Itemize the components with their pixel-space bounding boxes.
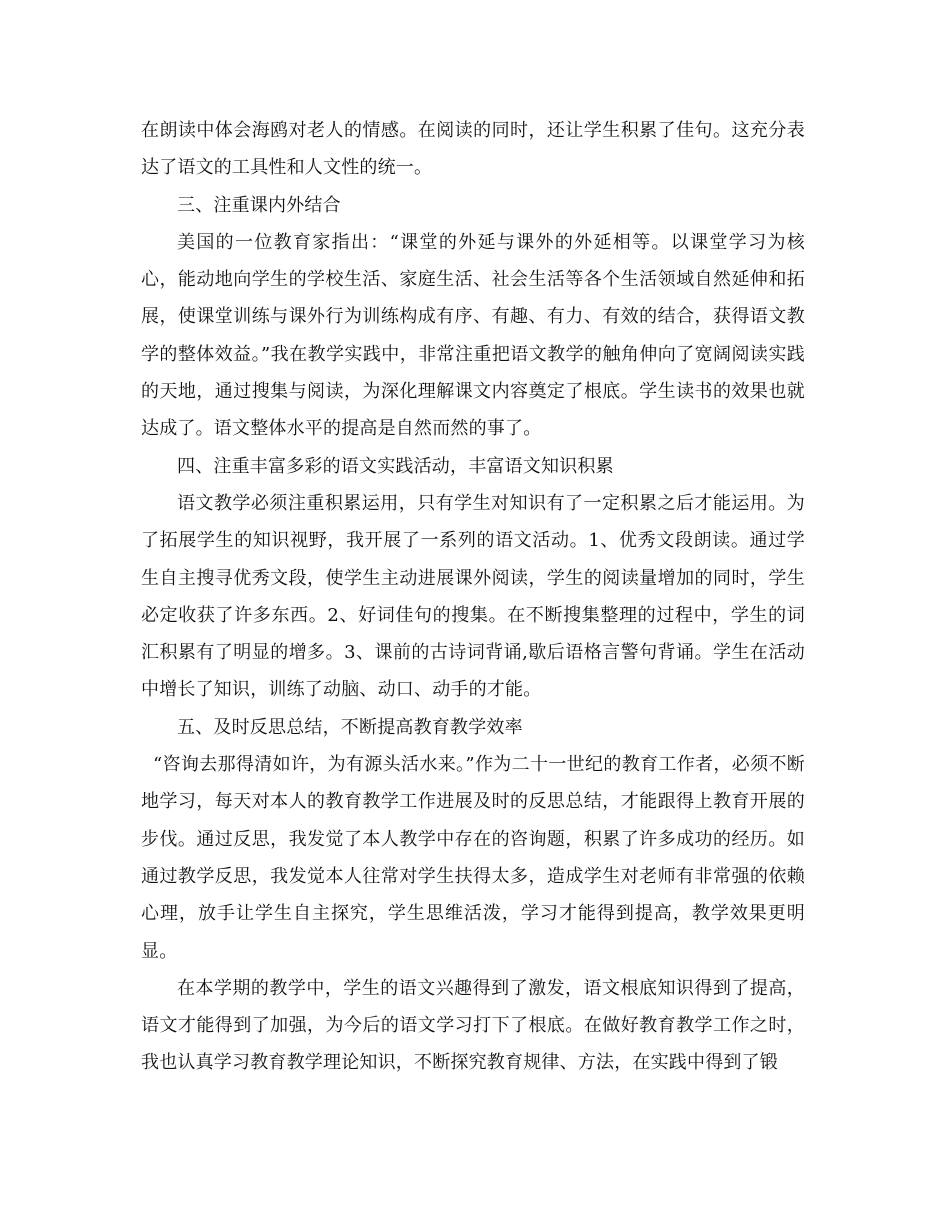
section-heading-5: 五、及时反思总结，不断提高教育教学效率 bbox=[177, 716, 523, 738]
section-heading-4: 四、注重丰富多彩的语文实践活动，丰富语文知识积累 bbox=[177, 455, 614, 477]
document-body bbox=[141, 112, 805, 1082]
section-heading-3: 三、注重课内外结合 bbox=[177, 194, 341, 216]
paragraph-reflection: “咨询去那得清如许，为有源头活水来。”作为二十一世纪的教育工作者，必须不断地学习，每天对本人的教育教学工作进展及时的反思总结，才能跟得上教育开展的步伐。通过反思，我发觉了本人教学中存在的咨询题，积累了许多成功的经历。如通过教学反思，我发觉本人往常对学生扶得太多，造成学生对老师有非常强的依赖心理，放手让学生自主探究，学生思维活泼，学习才能得到提高，教学效果更明显。 bbox=[141, 754, 805, 962]
paragraph-course-integration: 美国的一位教育家指出：“课堂的外延与课外的外延相等。以课堂学习为核心，能动地向学生的学校生活、家庭生活、社会生活等各个生活领域自然延伸和拓展，使课堂训练与课外行为训练构成有序、有趣、有力、有效的结合，获得语文教学的整体效益。”我在教学实践中，非常注重把语文教学的触角伸向了宽阔阅读实践的天地，通过搜集与阅读，为深化理解课文内容奠定了根底。学生读书的效果也就达成了。语文整体水平的提高是自然而然的事了。 bbox=[141, 231, 805, 440]
paragraph-practice-activities: 语文教学必须注重积累运用，只有学生对知识有了一定积累之后才能运用。为了拓展学生的知识视野，我开展了一系列的语文活动。1、优秀文段朗读。通过学生自主搜寻优秀文段，使学生主动进展课外阅读，学生的阅读量增加的同时，学生必定收获了许多东西。2、好词佳句的搜集。在不断搜集整理的过程中，学生的词汇积累有了明显的增多。3、课前的古诗词背诵,歇后语格言警句背诵。学生在活动中增长了知识，训练了动脑、动口、动手的才能。 bbox=[141, 492, 805, 701]
paragraph-semester-summary: 在本学期的教学中，学生的语文兴趣得到了激发，语文根底知识得到了提高，语文才能得到了加强，为今后的语文学习打下了根底。在做好教育教学工作之时，我也认真学习教育教学理论知识，不断探究教育规律、方法，在实践中得到了锻 bbox=[141, 977, 805, 1074]
paragraph-continuation: 在朗读中体会海鸥对老人的情感。在阅读的同时，还让学生积累了佳句。这充分表达了语文的工具性和人文性的统一。 bbox=[141, 120, 805, 179]
